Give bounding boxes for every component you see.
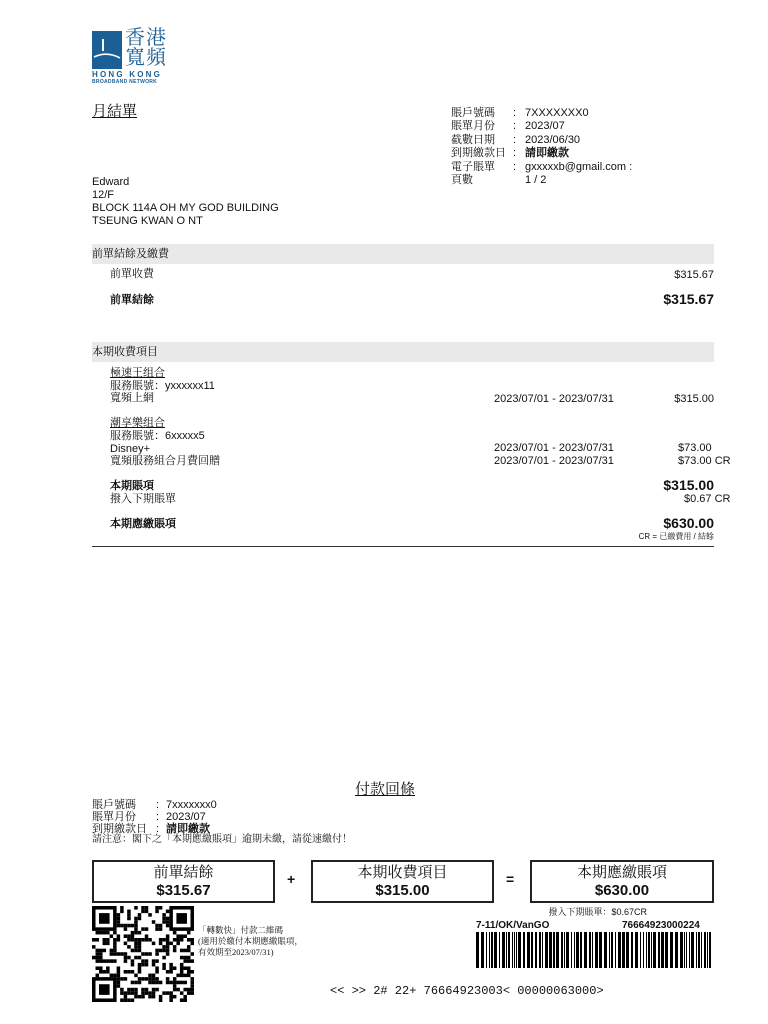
info-row-ebill: 電子賬單 : gxxxxxb@gmail.com : (451, 160, 633, 173)
slip-carry-note: 撥入下期賬單：$0.67CR (548, 907, 647, 917)
package1-service-no: 服務賬號：yxxxxxx11 (110, 380, 215, 392)
slip-row-due: 到期繳款日 : 請即繳款 (92, 823, 210, 835)
previous-balance-label: 前單結餘 (110, 294, 154, 306)
previous-charge-label: 前單收費 (110, 268, 154, 280)
slip-bill-month: 2023/07 (166, 811, 206, 823)
info-row-due: 到期繳款日 : 請即繳款 (451, 147, 569, 160)
brand-logo (92, 27, 182, 86)
slip-box-current-value: $315.00 (375, 882, 430, 899)
package1-period: 2023/07/01 - 2023/07/31 (494, 393, 614, 405)
slip-row-account: 賬戶號碼 : 7xxxxxxx0 (92, 799, 217, 811)
document-title: 月結單 (92, 104, 138, 120)
qr-caption (198, 925, 303, 958)
slip-box-previous-value: $315.67 (156, 882, 211, 899)
logo-chinese-top: 香港 (125, 27, 167, 49)
fps-qr-code (92, 906, 194, 1002)
package2-name: 潮享樂组合 (110, 417, 165, 429)
logo-english-line1: HONG KONG (92, 70, 163, 79)
previous-section-header-bar (92, 244, 714, 264)
address-district: TSEUNG KWAN O NT (92, 215, 203, 227)
previous-section-header: 前單結餘及繳費 (92, 248, 169, 260)
customer-name: Edward (92, 176, 130, 188)
slip-box-due-value: $630.00 (594, 882, 650, 899)
package2-item2-amount: $73.00 CR (678, 455, 731, 467)
carry-forward-amount: $0.67 CR (684, 493, 731, 505)
logo-english-line2: BROADBAND NETWORK (92, 79, 158, 85)
account-number: 7XXXXXXX0 (525, 107, 589, 119)
package2-item2-period: 2023/07/01 - 2023/07/31 (494, 455, 614, 467)
package1-item: 寬頻上網 (110, 392, 154, 404)
package2-service-no: 服務賬號：6xxxxx5 (110, 430, 205, 442)
slip-account-number: 7xxxxxxx0 (166, 799, 217, 811)
carry-forward-label: 撥入下期賬單 (110, 493, 176, 505)
package2-item1-period: 2023/07/01 - 2023/07/31 (494, 442, 614, 454)
slip-due-date: 請即繳款 (166, 823, 210, 835)
slip-info (92, 799, 217, 835)
amount-due-label: 本期應繳賬項 (110, 518, 176, 530)
info-row-account: 賬戶號碼 : 7XXXXXXX0 (451, 107, 589, 119)
slip-box-current (311, 860, 494, 903)
info-row-pages: 頁數 1 / 2 (451, 174, 547, 187)
barcode-label-right: 76664923000224 (622, 920, 700, 931)
previous-balance-amount: $315.67 (663, 291, 714, 307)
previous-charge-amount: $315.67 (674, 269, 714, 281)
package1-name: 極速王组合 (110, 367, 165, 379)
current-section-header-bar (92, 342, 714, 362)
package2-item2: 寬頻服務組合月費回贈 (110, 455, 220, 467)
section-divider (92, 546, 714, 547)
payment-barcode (476, 932, 714, 968)
address-building: BLOCK 114A OH MY GOD BUILDING (92, 202, 279, 214)
info-row-cutoff: 截數日期 : 2023/06/30 (451, 133, 581, 146)
slip-notice: 請注意：閣下之「本期應繳賬項」逾期未繳，請從速繳付！ (92, 834, 352, 845)
package1-amount: $315.00 (674, 393, 714, 405)
qr-caption-line3: 有效期至2023/07/31) (198, 947, 274, 957)
package2-item1-amount: $73.00 (678, 442, 712, 454)
logo-chinese-bottom: 寬頻 (125, 47, 167, 69)
slip-row-month: 賬單月份 : 2023/07 (92, 811, 206, 823)
qr-caption-line1: 「轉數快」付款二維碼 (198, 925, 284, 935)
logo-mark-icon (92, 31, 122, 69)
qr-caption-line2: (適用於繳付本期應繳賬項， (198, 936, 303, 946)
slip-box-previous-title: 前單結餘 (153, 865, 214, 881)
barcode-label-left: 7-11/OK/VanGO (476, 920, 550, 931)
slip-box-previous (92, 860, 275, 903)
slip-title: 付款回條 (355, 782, 416, 798)
cutoff-date: 2023/06/30 (525, 133, 581, 146)
current-total-amount: $315.00 (663, 477, 714, 493)
amount-due-value: $630.00 (663, 515, 714, 531)
customer-address (92, 176, 279, 228)
page-count: 1 / 2 (525, 174, 547, 187)
current-total-label: 本期賬項 (110, 480, 154, 492)
due-date: 請即繳款 (525, 147, 569, 160)
ebill-email: gxxxxxb@gmail.com : (525, 160, 633, 173)
cr-note: CR = 已繳費用 / 結餘 (638, 532, 714, 541)
ocr-line: << >> 2# 22+ 76664923003< 00000063000> (330, 984, 604, 998)
current-section-header: 本期收費項目 (92, 346, 158, 358)
info-row-month: 賬單月份 : 2023/07 (451, 120, 565, 133)
slip-box-due (530, 860, 714, 903)
slip-box-current-title: 本期收費項目 (357, 865, 448, 881)
account-info (451, 107, 701, 187)
plus-sign: + (287, 871, 296, 887)
package2-item1: Disney+ (110, 443, 151, 455)
address-floor: 12/F (92, 189, 115, 201)
slip-box-due-title: 本期應繳賬項 (576, 865, 667, 881)
equals-sign: = (506, 871, 515, 887)
bill-month: 2023/07 (525, 120, 565, 133)
